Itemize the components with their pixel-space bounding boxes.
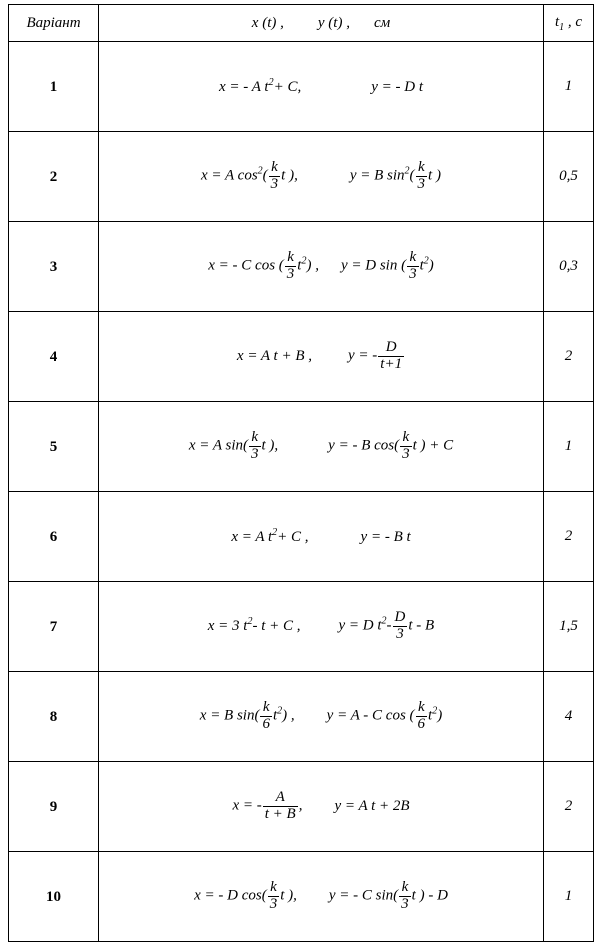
formula-cell: [99, 492, 544, 582]
variant-number-cell: [9, 492, 99, 582]
formula-cell: [99, 852, 544, 942]
variant-number: 9: [49, 798, 58, 815]
formula-cell: [99, 132, 544, 222]
y-formula: [348, 340, 405, 373]
formula-cell: [99, 762, 544, 852]
variant-number: 1: [49, 78, 58, 95]
x-formula-text: x = B sin(: [199, 707, 260, 724]
y-formula-text: t: [428, 707, 433, 724]
y-formula-superscript: 2: [404, 165, 410, 177]
y-formula-text: (: [409, 167, 415, 184]
y-formula-fraction: [416, 160, 428, 193]
table-row: [9, 222, 594, 312]
x-formula-text: x = A sin(: [188, 437, 248, 454]
x-formula-text: x = A cos: [201, 167, 258, 184]
x-formula: [208, 250, 319, 283]
variant-number-cell: [9, 222, 99, 312]
header-yt: y (t) ,: [317, 14, 350, 31]
variant-number-cell: [9, 132, 99, 222]
x-formula-text: x = - D cos(: [194, 887, 267, 904]
formula-cell: [99, 582, 544, 672]
variant-number: 7: [49, 618, 58, 635]
y-formula-fraction: [416, 700, 428, 733]
x-formula-text: t ),: [281, 167, 298, 184]
fraction-denominator: 3: [402, 446, 410, 462]
header-t1-subscript: 1: [559, 21, 565, 33]
fraction-numerator: k: [416, 700, 428, 717]
y-formula-text: y = A t + 2B: [334, 797, 410, 814]
y-formula: [329, 880, 448, 913]
y-formula-text: -: [386, 617, 392, 634]
formula-cell: [99, 42, 544, 132]
x-formula-text: + C,: [273, 79, 302, 95]
fraction-numerator: k: [268, 880, 280, 897]
variant-number: 4: [49, 348, 58, 365]
x-formula-fraction: [269, 160, 281, 193]
variant-number-cell: [9, 402, 99, 492]
y-formula-text: y = - B t: [360, 529, 411, 545]
table-row: [9, 42, 594, 132]
variant-number-cell: [9, 42, 99, 132]
fraction-numerator: k: [399, 880, 411, 897]
x-formula-text: t: [272, 707, 278, 724]
y-formula-fraction: [378, 340, 404, 373]
variant-number: 2: [49, 168, 58, 185]
header-functions: [99, 5, 544, 42]
x-formula: [232, 790, 302, 823]
fraction-numerator: D: [378, 340, 404, 357]
x-formula: [231, 527, 308, 546]
x-formula-fraction: [260, 700, 272, 733]
table-row: [9, 132, 594, 222]
table-row: [9, 402, 594, 492]
y-formula: [361, 529, 411, 546]
y-formula: [350, 160, 441, 193]
header-t1: [544, 5, 594, 42]
y-formula: [334, 798, 409, 815]
x-formula-text: t ),: [280, 887, 297, 904]
x-formula-text: x = A t + B ,: [236, 347, 313, 364]
x-formula-superscript: 2: [268, 77, 274, 88]
fraction-numerator: A: [263, 790, 298, 807]
variant-number: 6: [49, 528, 58, 545]
x-formula-text: ) ,: [282, 707, 295, 724]
table-row: [9, 762, 594, 852]
t1-cell: 1: [544, 42, 594, 132]
y-formula-text: t - B: [408, 617, 435, 634]
y-formula: [371, 79, 423, 96]
fraction-denominator: t + B: [264, 806, 296, 822]
x-formula: [194, 880, 297, 913]
fraction-numerator: k: [407, 250, 419, 267]
variant-number-cell: [9, 852, 99, 942]
formula-cell: [99, 672, 544, 762]
y-formula-text: y = D t: [338, 617, 382, 634]
table-header-row: [9, 5, 594, 42]
fraction-denominator: t+1: [380, 356, 403, 372]
t1-cell: 2: [544, 312, 594, 402]
t1-cell: 2: [544, 762, 594, 852]
y-formula-text: y = - D t: [371, 79, 423, 95]
y-formula-text: y = B sin: [349, 167, 405, 184]
x-formula-fraction: [268, 880, 280, 913]
header-t1-unit: , с: [567, 13, 583, 30]
x-formula: [219, 77, 301, 96]
x-formula-text: x = 3 t: [207, 617, 248, 634]
x-formula-text: ,: [298, 797, 303, 814]
x-formula-text: - t + C ,: [252, 617, 301, 634]
y-formula-fraction: [399, 880, 411, 913]
y-formula-text: t ): [428, 167, 441, 184]
x-formula-text: (: [262, 167, 268, 184]
fraction-numerator: k: [400, 430, 412, 447]
x-formula-text: ) ,: [306, 257, 319, 274]
x-formula-text: x = - A t: [219, 79, 269, 95]
x-formula-superscript: 2: [257, 165, 263, 177]
y-formula-text: y = -: [348, 347, 378, 364]
header-xt: x (t) ,: [251, 14, 284, 31]
y-formula: [328, 430, 453, 463]
y-formula-text: ): [428, 257, 434, 274]
x-formula: [208, 616, 301, 635]
variant-number: 5: [49, 438, 58, 455]
fraction-denominator: 3: [396, 626, 404, 642]
fraction-numerator: k: [416, 160, 428, 177]
fraction-denominator: 3: [409, 266, 417, 282]
formula-cell: [99, 312, 544, 402]
x-formula-text: t ),: [261, 437, 279, 454]
variant-number-cell: [9, 312, 99, 402]
x-formula: [200, 700, 295, 733]
fraction-denominator: 3: [401, 896, 409, 912]
y-formula-text: ): [437, 707, 443, 724]
x-formula-fraction: [285, 250, 297, 283]
x-formula-text: x = A t: [231, 529, 273, 545]
y-formula-text: t ) - D: [411, 887, 448, 904]
table-row: [9, 492, 594, 582]
t1-cell: 1: [544, 402, 594, 492]
fraction-denominator: 6: [417, 716, 426, 732]
x-formula: [201, 160, 298, 193]
variant-number: 8: [49, 708, 58, 725]
table-row: [9, 852, 594, 942]
variant-number: 10: [46, 888, 61, 905]
formula-cell: [99, 402, 544, 492]
y-formula-text: y = A - C cos (: [326, 707, 415, 724]
x-formula: [237, 348, 312, 365]
x-formula-text: t: [297, 257, 302, 274]
y-formula-text: y = - C sin(: [328, 887, 399, 904]
x-formula-superscript: 2: [301, 255, 307, 267]
variants-table: [8, 4, 594, 942]
fraction-denominator: 3: [417, 176, 426, 192]
t1-cell: 1: [544, 852, 594, 942]
header-variant: Варіант: [9, 5, 99, 42]
y-formula-superscript: 2: [432, 705, 438, 717]
t1-cell: 0,3: [544, 222, 594, 312]
y-formula: [339, 610, 435, 643]
t1-cell: 1,5: [544, 582, 594, 672]
header-t1-symbol: t: [554, 13, 560, 30]
variant-number: 3: [49, 258, 58, 275]
y-formula-text: t ) + C: [412, 437, 454, 454]
x-formula-superscript: 2: [277, 705, 283, 717]
y-formula-text: t: [419, 257, 424, 274]
header-unit: см: [373, 14, 391, 31]
fraction-numerator: k: [260, 700, 272, 717]
fraction-denominator: 3: [270, 176, 279, 192]
y-formula-superscript: 2: [381, 615, 387, 627]
y-formula-superscript: 2: [423, 255, 429, 267]
y-formula-fraction: [400, 430, 412, 463]
y-formula-text: y = D sin (: [340, 257, 407, 274]
fraction-denominator: 3: [251, 446, 259, 462]
variant-number-cell: [9, 582, 99, 672]
y-formula-fraction: [393, 610, 408, 643]
y-formula-text: y = - B cos(: [328, 437, 400, 454]
x-formula: [189, 430, 278, 463]
table-row: [9, 312, 594, 402]
formula-cell: [99, 222, 544, 312]
table-row: [9, 672, 594, 762]
t1-cell: 2: [544, 492, 594, 582]
x-formula-text: + C ,: [277, 529, 309, 545]
x-formula-text: x = - C cos (: [208, 257, 284, 274]
y-formula: [341, 250, 434, 283]
table-row: [9, 582, 594, 672]
fraction-numerator: k: [285, 250, 297, 267]
y-formula: [327, 700, 443, 733]
variant-number-cell: [9, 762, 99, 852]
x-formula-fraction: [249, 430, 261, 463]
x-formula-fraction: [263, 790, 298, 823]
fraction-numerator: k: [249, 430, 261, 447]
t1-cell: 0,5: [544, 132, 594, 222]
x-formula-superscript: 2: [247, 615, 253, 627]
table-body: [9, 42, 594, 942]
fraction-denominator: 3: [269, 896, 278, 912]
y-formula-fraction: [407, 250, 419, 283]
fraction-denominator: 6: [262, 716, 270, 732]
fraction-numerator: D: [394, 609, 406, 626]
variant-number-cell: [9, 672, 99, 762]
x-formula-superscript: 2: [272, 527, 278, 538]
t1-cell: 4: [544, 672, 594, 762]
x-formula-text: x = -: [232, 797, 262, 814]
fraction-numerator: k: [269, 160, 281, 177]
fraction-denominator: 3: [286, 266, 295, 282]
